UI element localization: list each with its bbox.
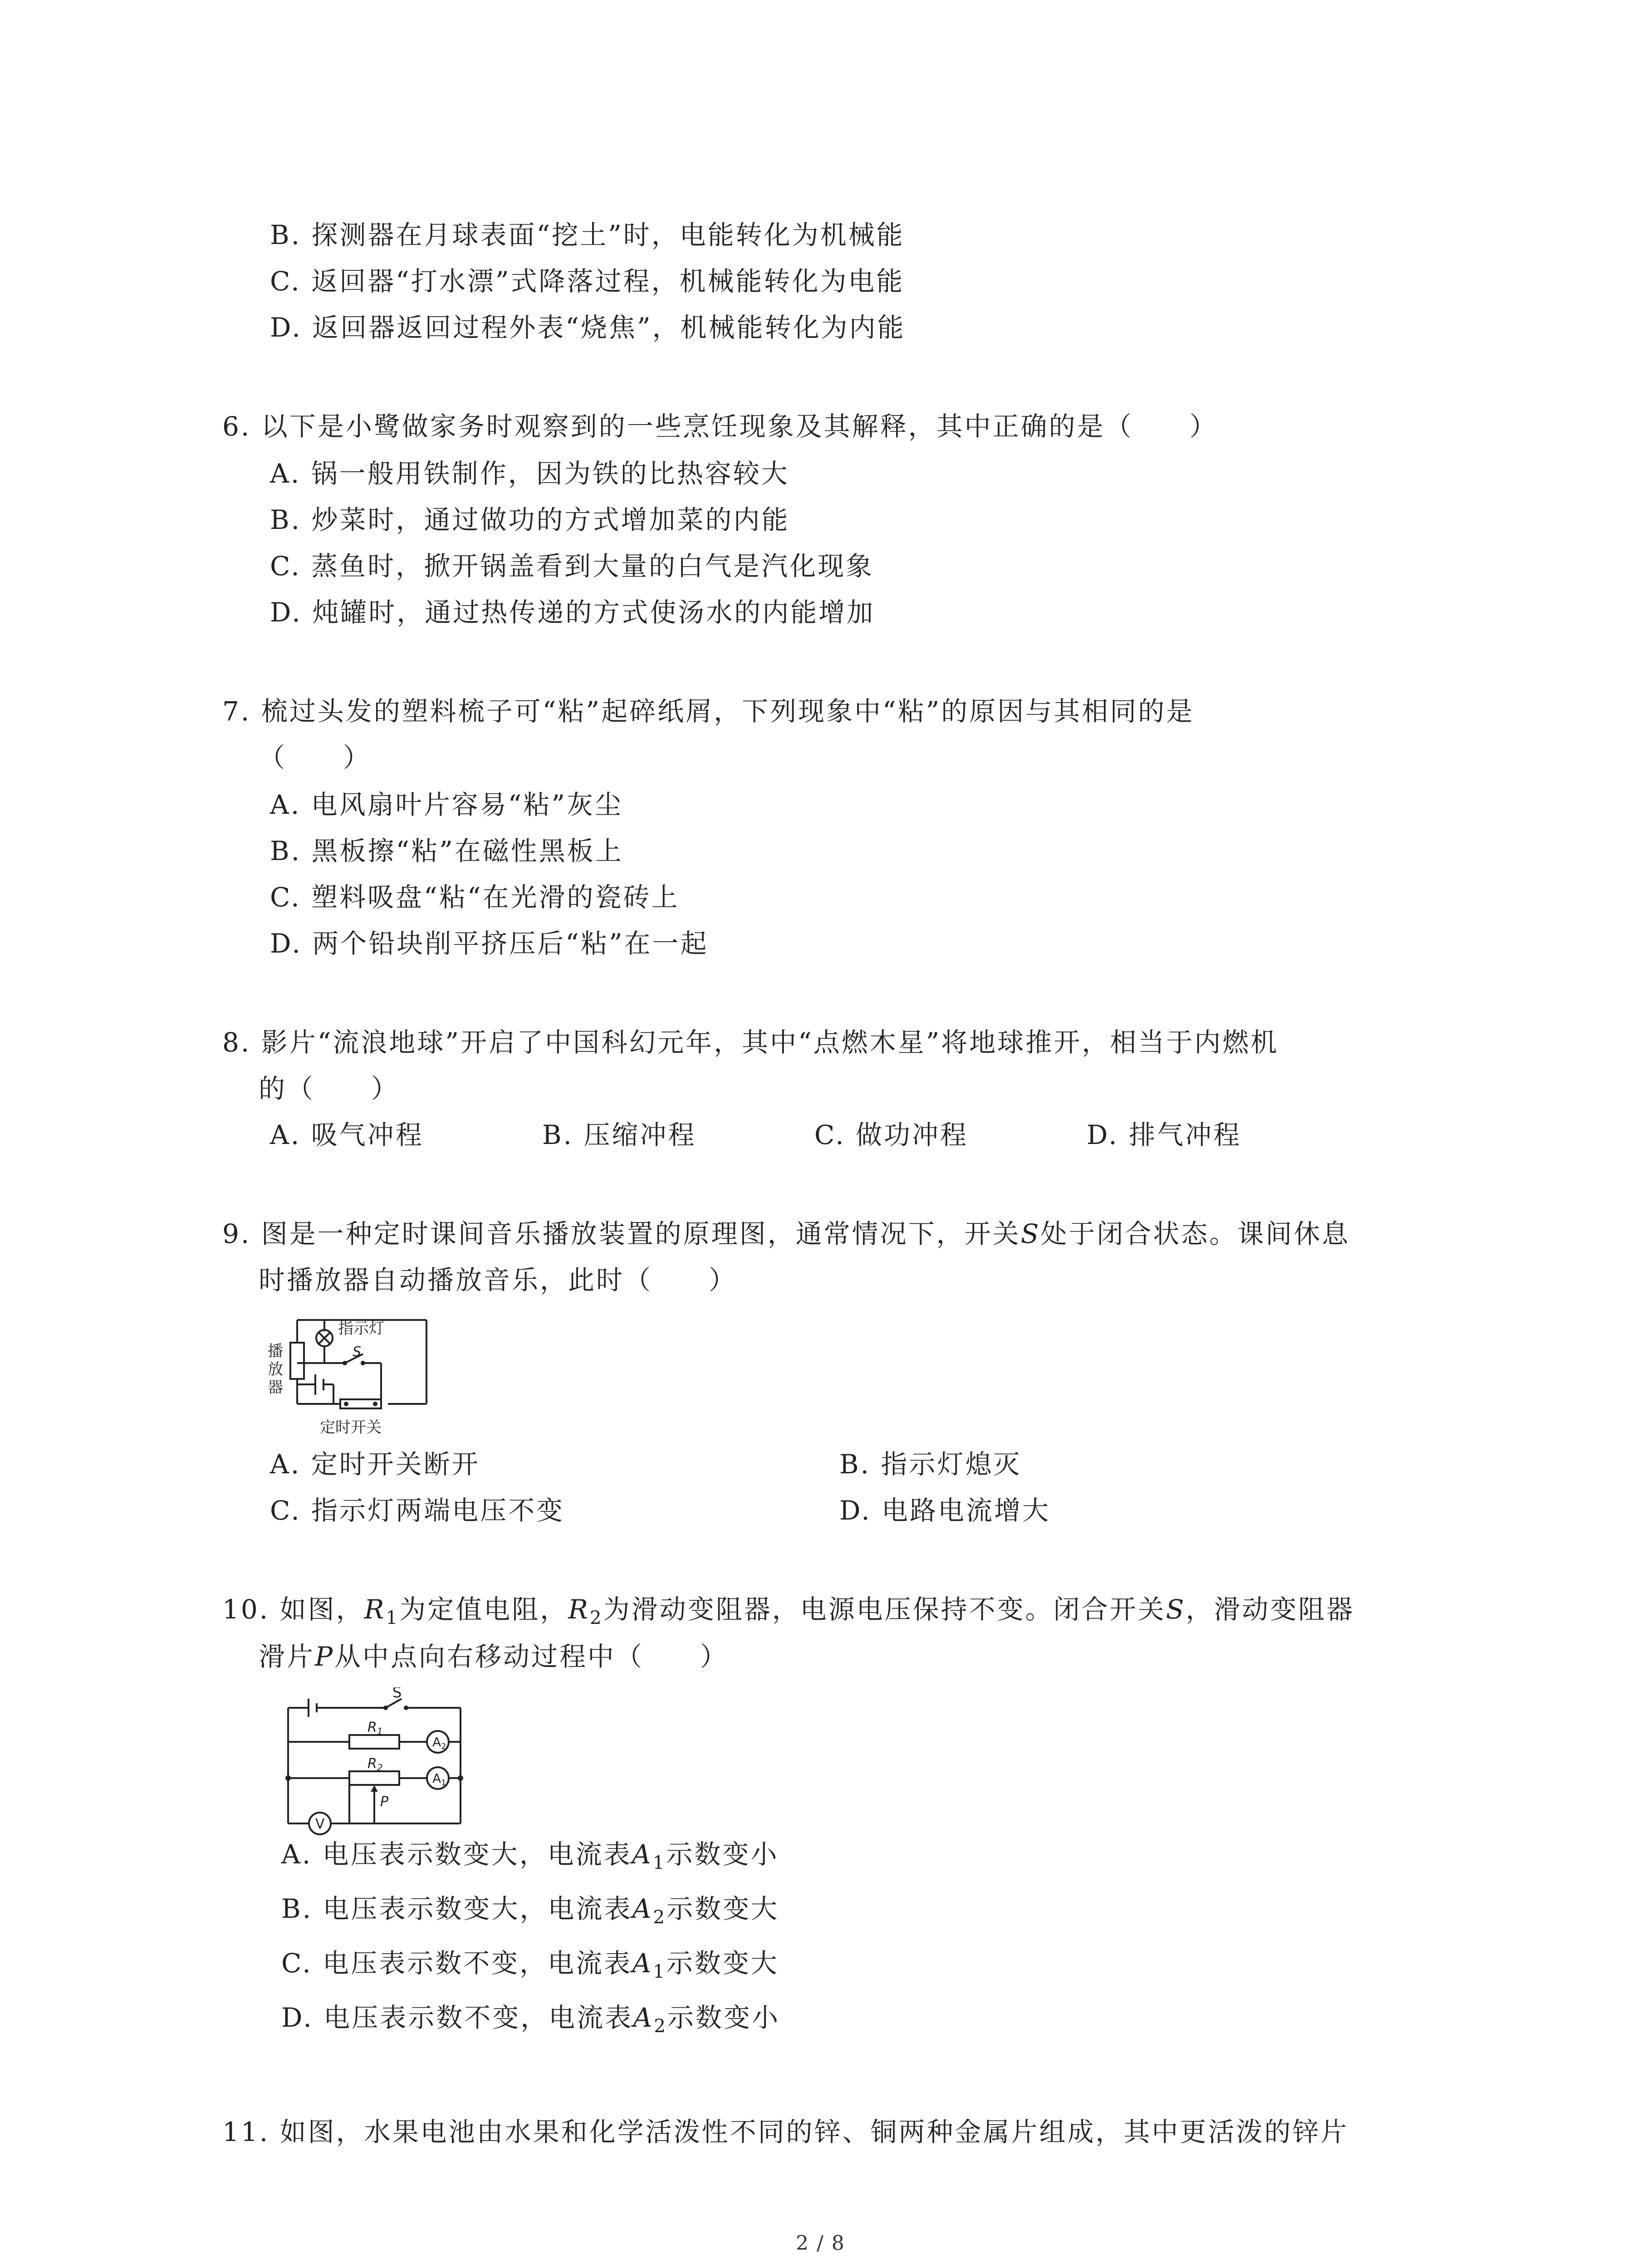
q9-option-a: A. 定时开关断开 — [270, 1449, 480, 1480]
q10-circuit-figure — [281, 1687, 485, 1837]
q5-option-d: D. 返回器返回过程外表“烧焦”，机械能转化为内能 — [270, 312, 906, 343]
q10-option-b: B. 电压表示数变大，电流表$A_2$示数变大 — [281, 1893, 779, 1928]
q7-stem: 7. 梳过头发的塑料梳子可“粘”起碎纸屑，下列现象中“粘”的原因与其相同的是 — [222, 696, 1195, 727]
page-number: 2 / 8 — [796, 2232, 845, 2255]
q6-option-d: D. 炖罐时，通过热传递的方式使汤水的内能增加 — [270, 597, 875, 628]
q9-timer-label: 定时开关 — [320, 1418, 382, 1437]
q10-circuit-diagram — [281, 1687, 485, 1837]
q9-player-label-3: 器 — [268, 1378, 283, 1397]
q10-option-d: D. 电压表示数不变，电流表$A_2$示数变小 — [281, 2002, 780, 2037]
q7-option-b: B. 黑板擦“粘”在磁性黑板上 — [270, 836, 623, 866]
q10-stem-continued: 滑片P从中点向右移动过程中（ ） — [259, 1641, 729, 1672]
q10-slider-p-label: P — [380, 1794, 389, 1810]
q7-option-a: A. 电风扇叶片容易“粘”灰尘 — [270, 789, 623, 820]
q10-r2-label: $R_2$ — [367, 1756, 383, 1773]
q9-lamp-label: 指示灯 — [338, 1320, 384, 1338]
q6-option-b: B. 炒菜时，通过做功的方式增加菜的内能 — [270, 504, 790, 535]
q8-option-b: B. 压缩冲程 — [542, 1119, 696, 1150]
q8-stem: 8. 影片“流浪地球”开启了中国科幻元年，其中“点燃木星”将地球推开，相当于内燃机 — [222, 1027, 1279, 1058]
q10-ammeter-a2-label: $A_2$ — [432, 1735, 446, 1751]
q7-option-c: C. 塑料吸盘“粘“在光滑的瓷砖上 — [270, 882, 680, 913]
q9-stem: 9. 图是一种定时课间音乐播放装置的原理图，通常情况下，开关S处于闭合状态。课间休息 — [222, 1218, 1350, 1249]
q6-option-a: A. 锅一般用铁制作，因为铁的比热容较大 — [270, 458, 789, 489]
q7-option-d: D. 两个铅块削平挤压后“粘”在一起 — [270, 928, 709, 959]
q10-ammeter-a1-label: $A_1$ — [432, 1771, 446, 1788]
q9-stem-continued: 时播放器自动播放音乐，此时（ ） — [259, 1265, 737, 1295]
q10-stem: 10. 如图，$R_1$为定值电阻，$R_2$为滑动变阻器，电源电压保持不变。闭合开关S，滑动变阻器 — [222, 1594, 1355, 1629]
q9-option-c: C. 指示灯两端电压不变 — [270, 1495, 565, 1526]
q9-circuit-diagram — [265, 1306, 442, 1442]
q10-switch-label: S — [392, 1687, 402, 1701]
q9-option-b: B. 指示灯熄灭 — [839, 1449, 1022, 1480]
q5-option-c: C. 返回器“打水漂”式降落过程，机械能转化为电能 — [270, 266, 905, 297]
q11-stem: 11. 如图，水果电池由水果和化学活泼性不同的锌、铜两种金属片组成，其中更活泼的锌片 — [222, 2116, 1349, 2147]
q9-player-label-1: 播 — [268, 1342, 283, 1360]
q10-option-c: C. 电压表示数不变，电流表$A_1$示数变大 — [281, 1948, 779, 1983]
q10-r1-label: $R_1$ — [367, 1720, 383, 1737]
q8-option-a: A. 吸气冲程 — [270, 1119, 424, 1150]
q9-option-d: D. 电路电流增大 — [839, 1495, 1051, 1526]
q9-switch-label: S — [353, 1344, 362, 1360]
q8-option-d: D. 排气冲程 — [1087, 1119, 1242, 1150]
q9-player-label-2: 放 — [268, 1360, 283, 1378]
q6-option-c: C. 蒸鱼时，掀开锅盖看到大量的白气是汽化现象 — [270, 551, 874, 582]
q8-option-c: C. 做功冲程 — [814, 1119, 969, 1150]
q8-stem-continued: 的（ ） — [259, 1073, 400, 1104]
q10-option-a: A. 电压表示数变大，电流表$A_1$示数变小 — [281, 1839, 779, 1874]
q9-circuit-figure — [265, 1306, 442, 1442]
q7-stem-continued: （ ） — [259, 742, 372, 773]
q10-voltmeter-label: V — [315, 1816, 325, 1832]
q5-option-b: B. 探测器在月球表面“挖土”时，电能转化为机械能 — [270, 220, 905, 250]
q6-stem: 6. 以下是小鹭做家务时观察到的一些烹饪现象及其解释，其中正确的是（ ） — [222, 411, 1218, 442]
